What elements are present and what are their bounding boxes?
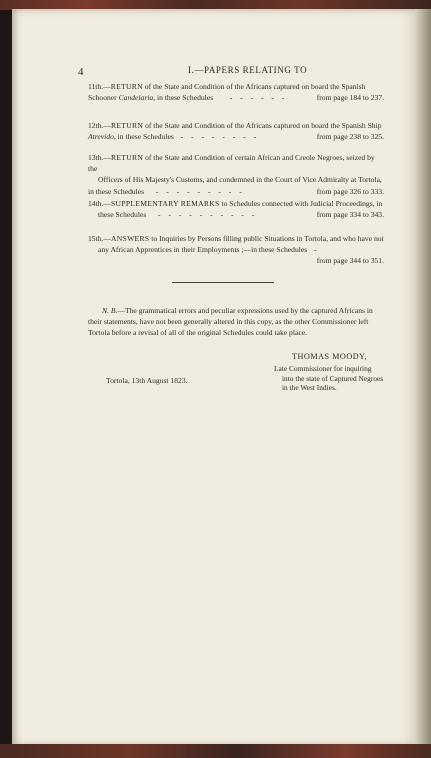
signatory-title-line: in the West Indies.: [282, 383, 337, 393]
entry-text: in these Schedules: [88, 186, 145, 196]
list-item: [88, 233, 384, 267]
entry-text: , in these Schedules: [153, 93, 214, 103]
entry-label: ANSWERS: [111, 234, 150, 243]
entry-text: Officers of His Majesty's Customs, and condemned in the Court of Vice Admiralty at Tortola,: [98, 175, 382, 185]
entry-text: to Inquiries by Persons filling public Situations in Tortola, and who have not: [149, 234, 384, 243]
page-reference: from page 344 to 351.: [316, 256, 384, 266]
section-divider: [172, 282, 274, 283]
list-item: [88, 120, 384, 142]
leader-dashes: - - - - - - - -: [175, 132, 260, 142]
note-prefix: N. B.: [102, 306, 118, 315]
leader-dashes: - - - - - - - - -: [146, 186, 245, 196]
book-spine-shadow: [0, 10, 12, 750]
entry-number: 11th.—: [88, 82, 111, 91]
list-item: [88, 81, 384, 103]
entry-text: Schooner: [88, 93, 119, 103]
list-item: [88, 198, 384, 220]
running-head: I.—PAPERS RELATING TO: [188, 65, 308, 75]
leader-dashes: -: [309, 245, 320, 255]
entry-text: to Schedules connected with Judicial Proceedings, in: [219, 199, 383, 208]
entry-number: 15th.—: [88, 234, 111, 243]
ship-name: Candelaria: [118, 93, 154, 103]
entry-label: RETURN: [110, 82, 143, 91]
leader-dashes: - - - - - - - - - -: [148, 210, 258, 220]
note-text: —The grammatical errors and peculiar expressions used by the captured Africans in their statements, have not been generally altered in this copy, as the other Commissioner left Tortola before a revisal of all of the original Schedules could take place.: [88, 306, 373, 338]
entry-label: RETURN: [111, 153, 144, 162]
leader-dashes: - - - - - -: [215, 93, 288, 103]
entry-number: 14th.—: [88, 199, 111, 208]
entry-text: , in these Schedules: [113, 132, 174, 142]
entry-number: 12th.—: [88, 121, 111, 130]
page-fore-edge: [415, 9, 431, 746]
entry-text: of the State and Condition of the Africans captured on board the Spanish: [142, 82, 366, 91]
page-reference: from page 238 to 325.: [316, 132, 384, 142]
entry-text: of the State and Condition of the Africans captured on board the Spanish Ship: [143, 121, 382, 130]
book-bottom-edge: [0, 744, 431, 758]
signatory-title-line: into the state of Captured Negroes: [282, 373, 384, 383]
entry-text: any African Apprentices in their Employments ;—in these Schedules: [98, 245, 308, 255]
signatory-title: [274, 364, 394, 393]
note-paragraph: [88, 305, 384, 339]
ship-name: Atrevido: [88, 132, 114, 142]
entry-label: SUPPLEMENTARY REMARKS: [111, 199, 220, 208]
entry-label: RETURN: [111, 121, 144, 130]
page-reference: from page 326 to 333.: [316, 186, 384, 196]
entry-text: these Schedules: [98, 210, 147, 220]
page-reference: from page 184 to 237.: [316, 93, 384, 103]
list-item: [88, 152, 384, 197]
entry-text: of the State and Condition of certain African and Creole Negroes, seized by the: [88, 153, 375, 174]
signatory-title-line: Late Commissioner for inquiring: [274, 364, 372, 373]
signatory-name: THOMAS MOODY,: [292, 352, 368, 361]
place-date: Tortola, 13th August 1823.: [106, 376, 188, 385]
page-reference: from page 334 to 343.: [316, 210, 384, 220]
page-number: 4: [78, 66, 84, 78]
entry-number: 13th.—: [88, 153, 111, 162]
